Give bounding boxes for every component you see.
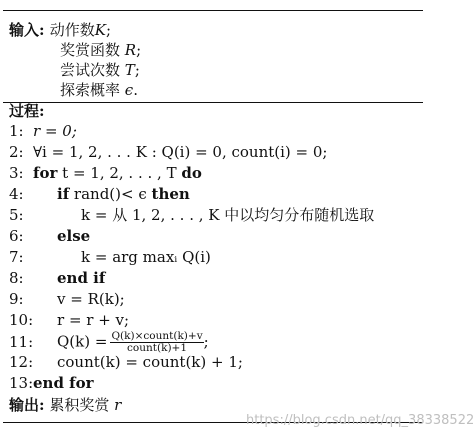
input-label: 输入: (9, 21, 45, 39)
output-math: r (114, 396, 122, 414)
watermark: https://blog.csdn.net/qq_38338522 (246, 413, 474, 428)
output-line (9, 395, 121, 415)
algo-line-2: 2: ∀i = 1, 2, . . . K : Q(i) = 0, count(i) = 0; (9, 143, 328, 161)
algo-line-12: 12: count(k) = count(k) + 1; (9, 353, 243, 371)
algo-line-7: 7: k = arg maxᵢ Q(i) (9, 248, 211, 266)
algo-line-4: 4: if rand()< ϵ then (9, 185, 190, 203)
input-item-trials: 尝试次数 T; (60, 61, 140, 79)
input-heading (9, 20, 111, 40)
algo-line-9: 9: v = R(k); (9, 290, 125, 308)
algo-line-10: 10: r = r + v; (9, 311, 130, 329)
mid-rule (3, 102, 423, 103)
output-label: 输出: (9, 396, 45, 414)
q-update-fraction: $\frac{\text{Q(k)×count(k)+v}}{\text{count(k)+1}}$ (111, 330, 203, 354)
algo-line-5: 5: k = 从 1, 2, . . . , K 中以均匀分布随机选取 (9, 206, 375, 224)
algo-line-3: 3: for t = 1, 2, . . . , T do (9, 164, 202, 182)
algo-line-11: 11: Q(k) = $\frac{\text{Q(k)×count(k)+v}}{\text{count(k)+1}}$ ; (9, 330, 209, 354)
algo-line-8: 8: end if (9, 269, 106, 287)
top-rule (3, 10, 423, 11)
algo-line-13: 13:end for (9, 374, 94, 392)
process-label: 过程: (9, 102, 45, 120)
input-item-reward: 奖赏函数 R; (60, 41, 142, 59)
input-item-epsilon: 探索概率 ϵ. (60, 81, 138, 99)
algo-line-6: 6: else (9, 227, 91, 245)
input-item-actions: 动作数K; (49, 21, 112, 39)
output-text: 累积奖赏 (49, 396, 110, 414)
algo-line-1: 1: r = 0; (9, 122, 77, 140)
